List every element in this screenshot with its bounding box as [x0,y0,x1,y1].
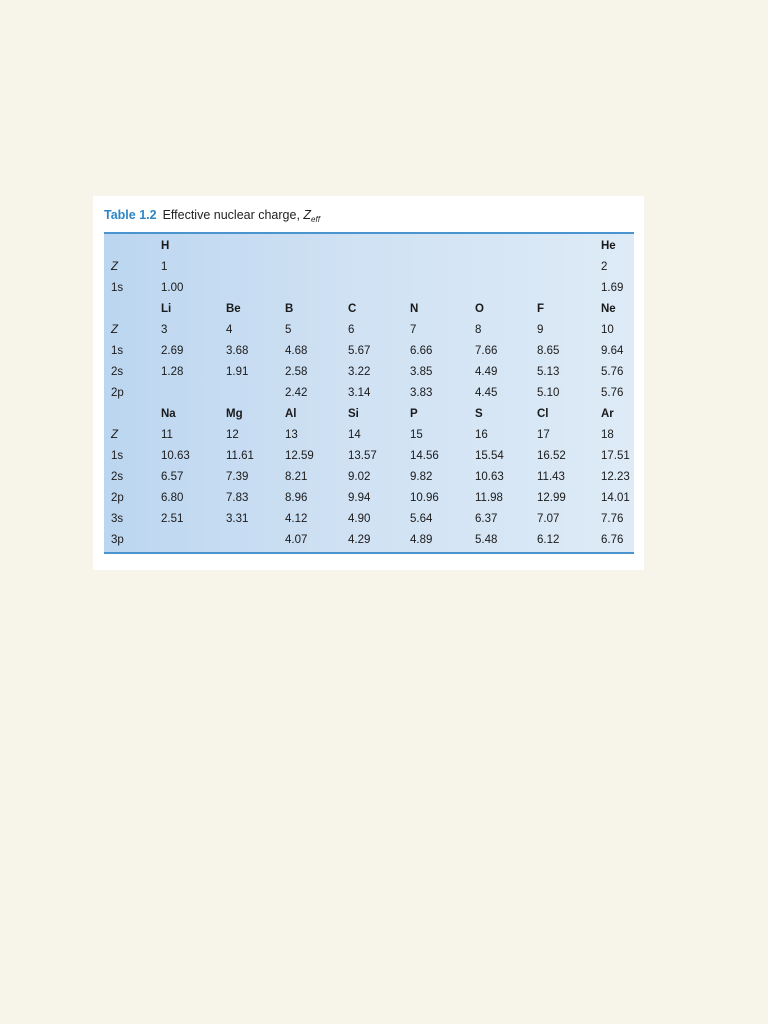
table-cell: 5.76 [601,387,624,399]
table-cell: 5.67 [348,345,371,357]
table-cell: 4.12 [285,513,308,525]
table-cell: 8.65 [537,345,560,357]
element-symbol: P [410,408,418,420]
table-cell: 13 [285,429,298,441]
table-cell: 4.29 [348,534,371,546]
element-symbol: Ar [601,408,614,420]
table-cell: 17 [537,429,550,441]
table-cell: 4.07 [285,534,308,546]
table-row-period3-z [104,425,634,446]
table-cell: 1.28 [161,366,184,378]
table-cell: 3.14 [348,387,371,399]
table-cell: 7.66 [475,345,498,357]
caption-text: Effective nuclear charge, [162,208,304,222]
table-cell: 3.68 [226,345,249,357]
table-cell: 17.51 [601,450,630,462]
table-cell: 3 [161,324,168,336]
table-cell: 2 [601,261,608,273]
table-cell: 5.76 [601,366,624,378]
table-cell: 10 [601,324,614,336]
table-cell: 18 [601,429,614,441]
table-cell: 12 [226,429,239,441]
table-cell: 14.01 [601,492,630,504]
table-cell: 5 [285,324,292,336]
table-cell: 16 [475,429,488,441]
table-cell: 1.69 [601,282,624,294]
table-row-period1-z [104,257,634,278]
table-cell: 3.83 [410,387,433,399]
table-cell: 15.54 [475,450,504,462]
row-label: 2s [111,471,124,483]
table-cell: 6.37 [475,513,498,525]
element-symbol: Mg [226,408,243,420]
table-cell: 12.23 [601,471,630,483]
table-cell: 10.96 [410,492,439,504]
table-cell: 6.76 [601,534,624,546]
table-cell: 6.12 [537,534,560,546]
table-cell: 7.39 [226,471,249,483]
table-cell: 14 [348,429,361,441]
table-cell: 7.83 [226,492,249,504]
table-row-period3-3s [104,509,634,530]
table-cell: 15 [410,429,423,441]
table-cell: 9.64 [601,345,624,357]
table-cell: 1.00 [161,282,184,294]
table-cell: 9.82 [410,471,433,483]
table-number: Table 1.2 [104,208,157,222]
element-symbol: H [161,240,170,252]
table-cell: 12.59 [285,450,314,462]
table-cell: 2.69 [161,345,184,357]
table-cell: 6.57 [161,471,184,483]
element-symbol: Be [226,303,241,315]
row-label: 1s [111,450,124,462]
row-label: Z [111,261,119,273]
row-label: 2s [111,366,124,378]
row-label: 2p [111,387,124,399]
table-cell: 2.51 [161,513,184,525]
table-cell: 10.63 [475,471,504,483]
row-label: 2p [111,492,124,504]
table-cell: 2.42 [285,387,308,399]
row-label: 1s [111,282,124,294]
element-symbol: Cl [537,408,549,420]
table-row-period2-1s [104,341,634,362]
element-symbol: N [410,303,419,315]
table-cell: 6 [348,324,355,336]
table-cell: 8.96 [285,492,308,504]
table-cell: 3.22 [348,366,371,378]
element-symbol: B [285,303,294,315]
element-symbol: Li [161,303,172,315]
table-cell: 11.61 [226,450,254,462]
table-row-period2-z [104,320,634,341]
table-cell: 6.66 [410,345,433,357]
table-cell: 11.43 [537,471,565,483]
table-cell: 4.68 [285,345,308,357]
table-cell: 12.99 [537,492,566,504]
caption-subscript: eff [311,215,320,224]
table-cell: 4.49 [475,366,498,378]
table-cell: 7 [410,324,417,336]
element-symbol: Si [348,408,359,420]
row-label: Z [111,324,119,336]
row-label: 3p [111,534,124,546]
table-panel [93,196,644,570]
table-cell: 5.13 [537,366,560,378]
element-symbol: O [475,303,484,315]
table-row-period2-symbols [104,299,634,320]
table-row-period3-1s [104,446,634,467]
element-symbol: Na [161,408,176,420]
table-cell: 9.02 [348,471,371,483]
table-cell: 4.90 [348,513,371,525]
table-cell: 13.57 [348,450,377,462]
table-row-period1-1s [104,278,634,299]
table-cell: 4 [226,324,233,336]
table-row-period2-2p [104,383,634,404]
element-symbol: S [475,408,483,420]
table-cell: 5.10 [537,387,560,399]
table-cell: 8 [475,324,482,336]
table-cell: 3.85 [410,366,433,378]
table-row-period2-2s [104,362,634,383]
table-cell: 3.31 [226,513,249,525]
table-cell: 11 [161,429,173,441]
table-row-period3-2p [104,488,634,509]
table-cell: 7.76 [601,513,624,525]
table-cell: 1.91 [226,366,249,378]
table-cell: 4.89 [410,534,433,546]
table-cell: 6.80 [161,492,184,504]
table-row-period3-2s [104,467,634,488]
caption-symbol: Z [303,208,312,222]
table-caption [104,204,320,226]
element-symbol: C [348,303,357,315]
table-cell: 2.58 [285,366,308,378]
element-symbol: He [601,240,616,252]
table-cell: 14.56 [410,450,439,462]
table-row-period3-symbols [104,404,634,425]
table-cell: 8.21 [285,471,308,483]
row-label: Z [111,429,119,441]
table-cell: 16.52 [537,450,566,462]
table-cell: 10.63 [161,450,190,462]
element-symbol: Ne [601,303,616,315]
table-cell: 9.94 [348,492,371,504]
table-cell: 7.07 [537,513,560,525]
element-symbol: F [537,303,545,315]
table-row-period1-symbols [104,236,634,257]
element-symbol: Al [285,408,297,420]
effective-charge-table [104,232,634,554]
row-label: 3s [111,513,124,525]
table-cell: 1 [161,261,168,273]
table-cell: 11.98 [475,492,503,504]
table-cell: 5.64 [410,513,433,525]
table-row-period3-3p [104,530,634,551]
table-cell: 4.45 [475,387,498,399]
table-cell: 9 [537,324,544,336]
row-label: 1s [111,345,124,357]
table-cell: 5.48 [475,534,498,546]
